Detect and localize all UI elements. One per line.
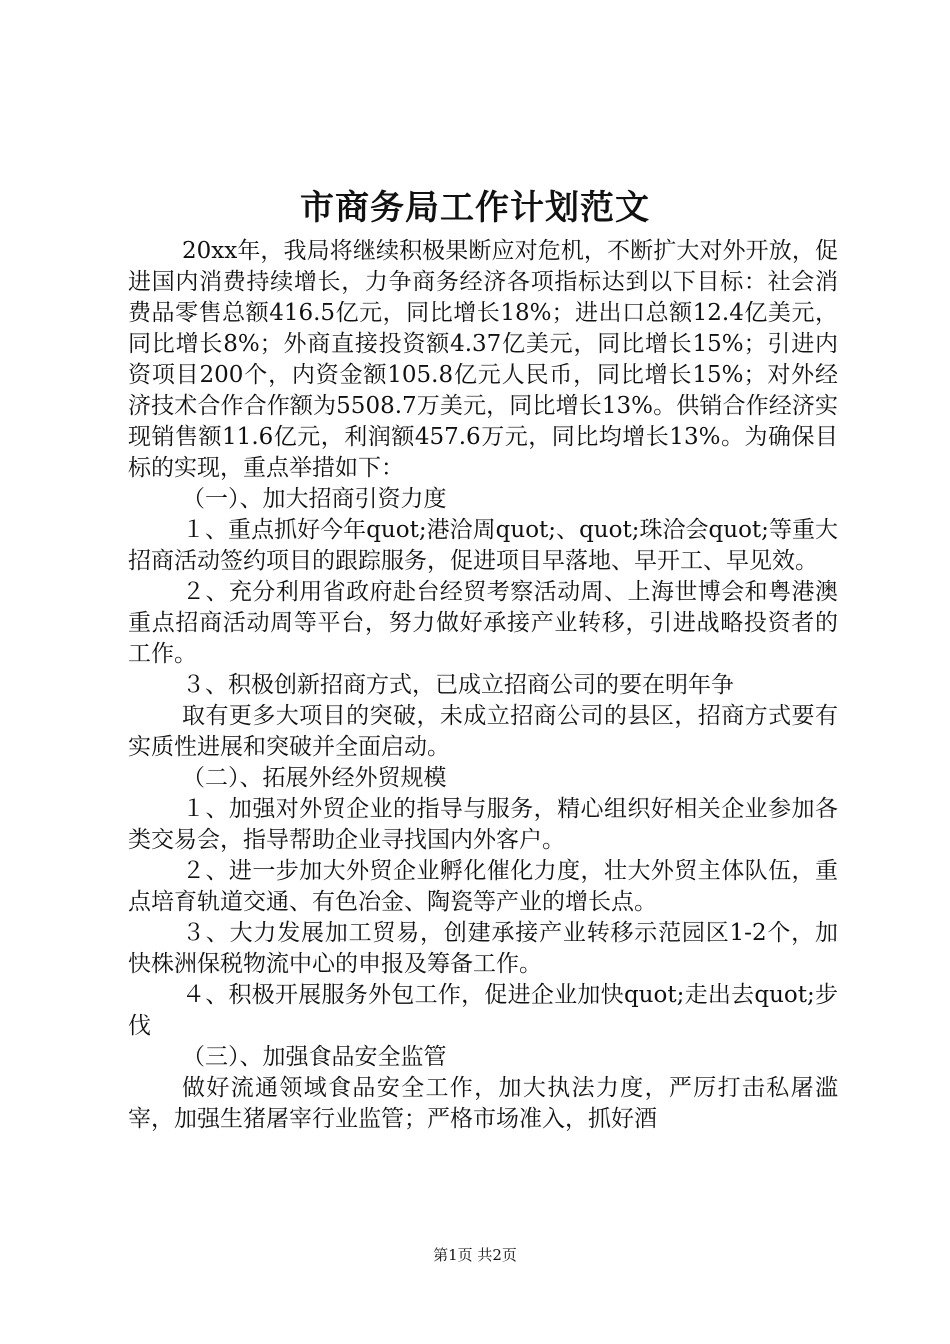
page-title: 市商务局工作计划范文 — [300, 188, 650, 228]
paragraph-1-1: １、重点抓好今年quot;港洽周quot;、quot;珠洽会quot;等重大招商活动签约项目的跟踪服务，促进项目早落地、早开工、早见效。 — [128, 517, 838, 574]
paragraph-2-2: ２、进一步加大外贸企业孵化催化力度，壮大外贸主体队伍，重点培育轨道交通、有色冶金、陶瓷等产业的增长点。 — [128, 858, 838, 915]
paragraph-2-3: ３、大力发展加工贸易，创建承接产业转移示范园区1-2个，加快株洲保税物流中心的申报及筹备工作。 — [128, 920, 838, 977]
section-heading-1: （一）、加大招商引资力度 — [182, 486, 447, 512]
page-footer: 第1页 共2页 — [433, 1246, 517, 1264]
paragraph-3-1: 做好流通领域食品安全工作，加大执法力度，严厉打击私屠滥宰，加强生猪屠宰行业监管；严格市场准入，抓好酒 — [128, 1075, 838, 1132]
paragraph-2-4: ４、积极开展服务外包工作，促进企业加快quot;走出去quot;步伐 — [128, 982, 838, 1039]
section-heading-2: （二）、拓展外经外贸规模 — [182, 765, 447, 791]
paragraph-2-1: １、加强对外贸企业的指导与服务，精心组织好相关企业参加各类交易会，指导帮助企业寻找国内外客户。 — [128, 796, 838, 853]
document-body — [128, 236, 838, 1135]
paragraph-1-2: ２、充分利用省政府赴台经贸考察活动周、上海世博会和粤港澳重点招商活动周等平台，努力做好承接产业转移，引进战略投资者的工作。 — [128, 579, 838, 667]
intro-paragraph: 20xx年，我局将继续积极果断应对危机，不断扩大对外开放，促进国内消费持续增长，力争商务经济各项指标达到以下目标：社会消费品零售总额416.5亿元，同比增长18%；进出口总额12.4亿美元，同比增长8%；外商直接投资额4.37亿美元，同比增长15%；引进内资项目200个，内资金额105.8亿元人民币，同比增长15%；对外经济技术合作合作额为5508.7万美元，同比增长13%。供销合作经济实现销售额11.6亿元，利润额457.6万元，同比均增长13%。为确保目标的实现，重点举措如下： — [128, 238, 838, 481]
paragraph-1-3: ３、积极创新招商方式，已成立招商公司的要在明年争 — [182, 672, 734, 698]
section-heading-3: （三）、加强食品安全监管 — [182, 1044, 447, 1070]
paragraph-1-3-continued: 取有更多大项目的突破，未成立招商公司的县区，招商方式要有实质性进展和突破并全面启动。 — [128, 703, 838, 760]
